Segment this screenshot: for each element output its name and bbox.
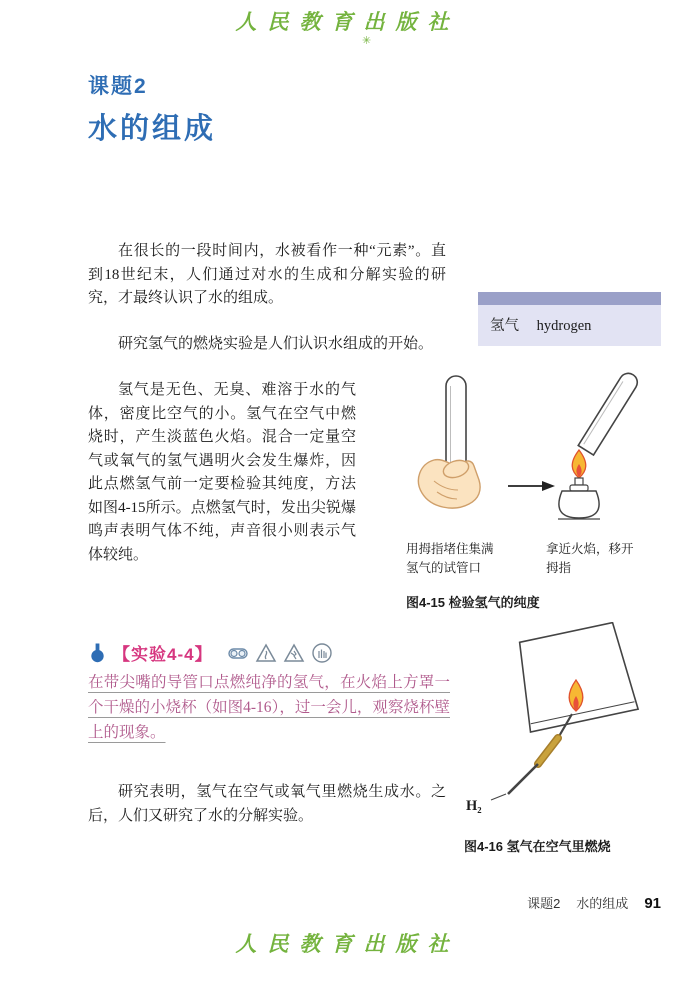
figure-4-15-caption-left (406, 540, 494, 578)
page-number: 91 (644, 895, 661, 912)
paragraph-hydrogen-properties: 氢气是无色、无臭、难溶于水的气体，密度比空气的小。氢气在空气中燃烧时，产生淡蓝色火焰。混合一定量空气或氧气的氢气遇明火会发生爆炸，因此点燃氢气前一定要检验其纯度，方法如图4-15所示。点燃氢气时，发出尖锐爆鸣声表明气体不纯，声音很小则表示气体较纯。 (88, 382, 356, 563)
figure-4-15-illustration (398, 368, 664, 536)
caption-left-line2: 氢气的试管口 (406, 561, 482, 575)
vocab-box (478, 292, 661, 346)
vocab-box-header-bar (478, 292, 661, 305)
figure-4-16-illustration (458, 622, 664, 812)
page-title: 水的组成 (88, 113, 217, 145)
paragraph-conclusion: 研究表明，氢气在空气或氧气里燃烧生成水。之后，人们又研究了水的分解实验。 (88, 784, 446, 824)
safety-icons-row (227, 642, 333, 664)
inverted-beaker-drawing (512, 622, 638, 732)
hydrogen-gas-label: H₂ (466, 798, 482, 814)
vocab-box-body (478, 305, 661, 346)
arrow-icon (508, 481, 555, 491)
paragraph-burning-intro: 研究氢气的燃烧实验是人们认识水组成的开始。 (118, 336, 434, 352)
warning-explosion-icon (283, 642, 305, 664)
figure-4-15 (398, 368, 664, 620)
flame-drawing (572, 450, 586, 478)
caption-left-line1: 用拇指堵住集满 (406, 542, 494, 556)
footer-topic: 课题2 (527, 896, 561, 911)
flask-icon (88, 642, 107, 664)
tilted-test-tube-drawing (578, 370, 640, 455)
experiment-header (88, 640, 333, 665)
figure-4-16-title: 图4-16 氢气在空气里燃烧 (464, 839, 611, 854)
page-footer (527, 893, 661, 912)
experiment-instructions: 在带尖嘴的导管口点燃纯净的氢气，在火焰上方罩一个干燥的小烧杯（如图4-16），过一会儿，观察烧杯壁上的现象。 (88, 674, 450, 741)
alcohol-burner-drawing (558, 478, 600, 519)
publisher-script-bottom: 人民教育出版社 (235, 931, 460, 956)
figure-4-15-title: 图4-15 检验氢气的纯度 (406, 595, 540, 610)
publisher-script-top: 人民教育出版社 (235, 9, 460, 34)
hand-with-test-tube-drawing (418, 376, 480, 508)
footer-title: 水的组成 (576, 896, 629, 911)
caption-right-line1: 拿近火焰，移开 (546, 542, 634, 556)
hand-care-icon (311, 642, 333, 664)
experiment-label: 【实验4-4】 (113, 645, 213, 664)
topic-label: 课题2 (88, 75, 148, 98)
paragraph-history: 在很长的一段时间内，水被看作一种“元素”。直到18世纪末，人们通过对水的生成和分解实验的研究，才最终认识了水的组成。 (88, 243, 446, 306)
vocab-translation: hydrogen (536, 318, 592, 334)
warning-flame-icon (255, 642, 277, 664)
caption-right-line2: 拇指 (546, 561, 572, 575)
figure-4-16 (458, 622, 664, 862)
vocab-term: 氢气 (490, 318, 519, 334)
goggles-icon (227, 642, 249, 664)
figure-4-15-caption-right (546, 540, 634, 578)
publisher-seal-icon: ✳ (362, 34, 372, 47)
